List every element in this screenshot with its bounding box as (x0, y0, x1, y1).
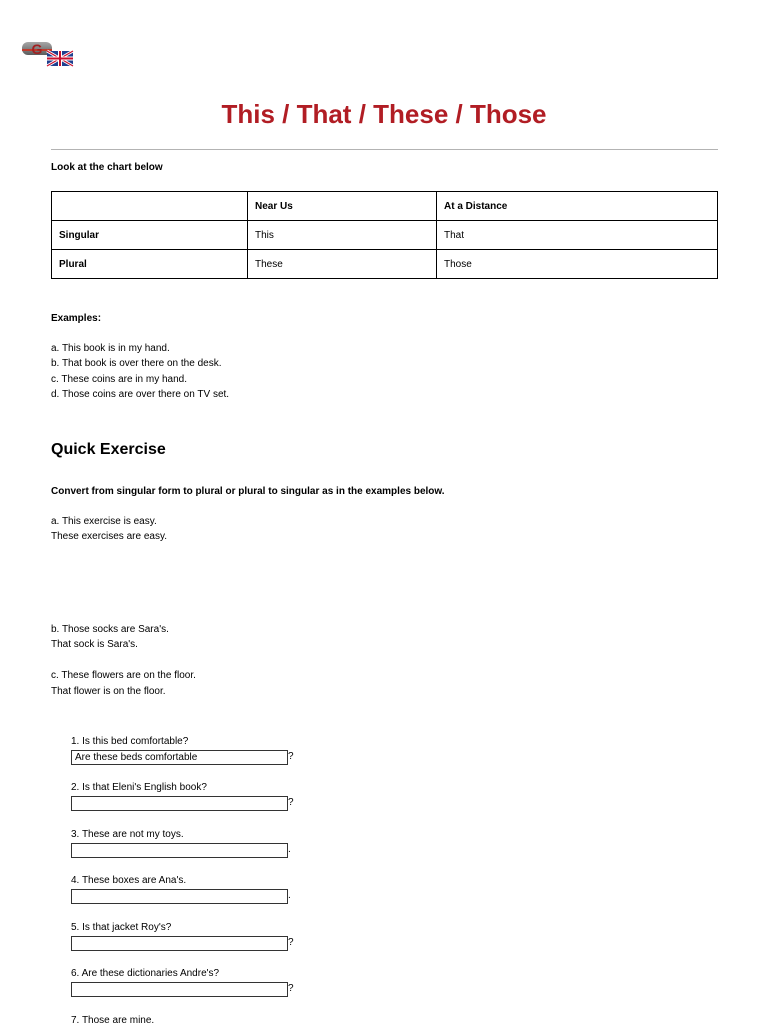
answer-punctuation: . (288, 844, 291, 855)
sample-sentence: c. These flowers are on the floor. (51, 670, 196, 681)
question-prompt: 2. Is that Eleni's English book? (71, 782, 207, 793)
example-line: b. That book is over there on the desk. (51, 358, 222, 369)
table-cell: That (437, 221, 718, 250)
table-header-row (52, 192, 718, 221)
exercise-instruction: Convert from singular form to plural or plural to singular as in the examples below. (51, 486, 445, 497)
sample-answer: That flower is on the floor. (51, 686, 166, 697)
answer-punctuation: ? (288, 983, 294, 994)
sample-sentence: b. Those socks are Sara's. (51, 624, 169, 635)
logo-letter: G (31, 41, 43, 57)
answer-punctuation: ? (288, 797, 294, 808)
exercise-heading: Quick Exercise (51, 441, 166, 458)
answer-field[interactable] (71, 889, 288, 904)
question-prompt: 5. Is that jacket Roy's? (71, 922, 172, 933)
table-cell: This (248, 221, 437, 250)
question-prompt: 3. These are not my toys. (71, 829, 184, 840)
answer-field[interactable] (71, 796, 288, 811)
example-line: c. These coins are in my hand. (51, 374, 187, 385)
question-prompt: 6. Are these dictionaries Andre's? (71, 968, 220, 979)
sample-answer: These exercises are easy. (51, 531, 167, 542)
table-cell: These (248, 250, 437, 279)
question-prompt: 4. These boxes are Ana's. (71, 875, 187, 886)
uk-flag-icon (47, 51, 73, 66)
chart-intro: Look at the chart below (51, 162, 163, 173)
answer-field[interactable]: Are these beds comfortable (71, 750, 288, 765)
table-cell: Those (437, 250, 718, 279)
answer-field[interactable] (71, 843, 288, 858)
answer-field[interactable] (71, 982, 288, 997)
table-header-cell: Near Us (248, 192, 437, 221)
table-row (52, 250, 718, 279)
answer-punctuation: ? (288, 751, 294, 762)
demonstratives-table (51, 191, 718, 279)
sample-answer: That sock is Sara's. (51, 639, 138, 650)
table-header-cell: At a Distance (437, 192, 718, 221)
table-row-label: Singular (52, 221, 248, 250)
page-title: This / That / These / Those (221, 99, 547, 129)
site-logo[interactable] (21, 40, 75, 68)
sample-sentence: a. This exercise is easy. (51, 516, 157, 527)
question-prompt: 1. Is this bed comfortable? (71, 736, 189, 747)
table-row-label: Plural (52, 250, 248, 279)
answer-field[interactable] (71, 936, 288, 951)
table-header-cell (52, 192, 248, 221)
table-row (52, 221, 718, 250)
answer-punctuation: ? (288, 937, 294, 948)
divider (51, 149, 718, 150)
question-prompt: 7. Those are mine. (71, 1015, 155, 1026)
examples-heading: Examples: (51, 313, 102, 324)
example-line: d. Those coins are over there on TV set. (51, 389, 230, 400)
answer-punctuation: . (288, 890, 291, 901)
example-line: a. This book is in my hand. (51, 343, 170, 354)
